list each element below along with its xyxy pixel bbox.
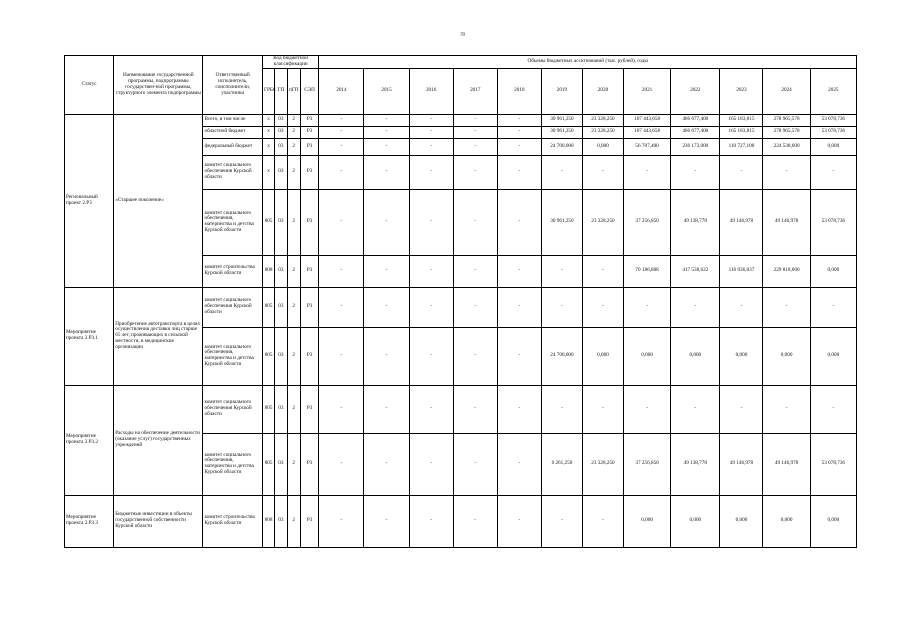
cell-value: 30 961,250 xyxy=(541,189,582,255)
cell-value: 53 078,736 xyxy=(810,433,856,495)
cell-value: 53 078,736 xyxy=(810,189,856,255)
row-pgp: 2 xyxy=(287,433,300,495)
cell-value: - xyxy=(763,287,810,327)
row-responsible: федеральный бюджет xyxy=(203,138,262,155)
row-status: Мероприятие проекта 2.Р3.3 xyxy=(65,495,114,547)
cell-value: - xyxy=(497,255,541,287)
row-pgp: 2 xyxy=(287,495,300,547)
cell-value: - xyxy=(582,385,623,433)
row-status: Мероприятие проекта 2.Р3.1 xyxy=(65,287,114,385)
cell-value: - xyxy=(582,255,623,287)
header-year: 2021 xyxy=(623,68,670,114)
cell-value: - xyxy=(453,138,497,155)
cell-value: 278 965,578 xyxy=(763,126,810,138)
cell-value: - xyxy=(453,385,497,433)
header-year: 2018 xyxy=(497,68,541,114)
cell-value: 165 183,815 xyxy=(720,114,763,126)
cell-value: - xyxy=(671,287,720,327)
cell-value: - xyxy=(319,327,364,385)
header-year: 2020 xyxy=(582,68,623,114)
row-responsible: комитет социального обеспечения Курской области xyxy=(203,155,262,189)
row-sep: Р3 xyxy=(300,255,318,287)
cell-value: - xyxy=(763,385,810,433)
cell-value: 0,000 xyxy=(810,327,856,385)
cell-value: - xyxy=(364,287,409,327)
cell-value: 23 328,250 xyxy=(582,189,623,255)
header-year: 2019 xyxy=(541,68,582,114)
row-gp: 03 xyxy=(275,495,287,547)
cell-value: 49 146,978 xyxy=(720,433,763,495)
header-year: 2017 xyxy=(453,68,497,114)
cell-value: - xyxy=(453,126,497,138)
cell-value: - xyxy=(319,189,364,255)
header-budget-code: Код бюджетной классификации xyxy=(262,56,318,69)
row-responsible: комитет социального обеспечения Курской области xyxy=(203,287,262,327)
row-sep: Р3 xyxy=(300,189,318,255)
cell-value: - xyxy=(409,138,453,155)
table-row xyxy=(65,114,857,126)
row-sep: Р3 xyxy=(300,138,318,155)
row-grbs: 805 xyxy=(262,433,274,495)
row-pgp: 2 xyxy=(287,287,300,327)
row-gp: 03 xyxy=(275,433,287,495)
header-name: Наименование государственной программы, подпрограммы государствен-ной программы, структурного элемента подпрограммы xyxy=(114,56,203,115)
cell-value: 70 186,808 xyxy=(623,255,670,287)
cell-value: - xyxy=(409,287,453,327)
row-gp: 03 xyxy=(275,138,287,155)
row-name: Расходы на обеспечение деятельности (оказание услуг) государственных учреждений xyxy=(114,385,203,495)
row-pgp: 2 xyxy=(287,189,300,255)
cell-value: - xyxy=(409,114,453,126)
cell-value: - xyxy=(319,126,364,138)
cell-value: - xyxy=(720,155,763,189)
cell-value: 110 727,100 xyxy=(720,138,763,155)
cell-value: 30 961,250 xyxy=(541,114,582,126)
cell-value: - xyxy=(763,155,810,189)
cell-value: - xyxy=(319,138,364,155)
row-gp: 03 xyxy=(275,287,287,327)
header-year: 2016 xyxy=(409,68,453,114)
cell-value: - xyxy=(409,433,453,495)
cell-value: 466 677,400 xyxy=(671,126,720,138)
cell-value: 53 078,736 xyxy=(810,126,856,138)
row-gp: 03 xyxy=(275,255,287,287)
cell-value: - xyxy=(497,433,541,495)
cell-value: 0,000 xyxy=(582,138,623,155)
cell-value: - xyxy=(497,114,541,126)
row-responsible: Всего, в том числе xyxy=(203,114,262,126)
cell-value: - xyxy=(497,189,541,255)
cell-value: - xyxy=(497,126,541,138)
table-row xyxy=(65,385,857,433)
header-year: 2024 xyxy=(763,68,810,114)
cell-value: - xyxy=(810,385,856,433)
cell-value: - xyxy=(453,255,497,287)
cell-value: - xyxy=(319,114,364,126)
cell-value: - xyxy=(409,189,453,255)
cell-value: 229 818,600 xyxy=(763,255,810,287)
page-number: 70 xyxy=(460,33,465,38)
cell-value: 53 078,736 xyxy=(810,114,856,126)
row-status: Мероприятие проекта 2.Р3.2 xyxy=(65,385,114,495)
cell-value: 165 183,815 xyxy=(720,126,763,138)
cell-value: - xyxy=(541,385,582,433)
row-status: Региональный проект 2.Р3 xyxy=(65,114,114,287)
cell-value: - xyxy=(409,327,453,385)
row-responsible: комитет социального обеспечения Курской области xyxy=(203,385,262,433)
cell-value: 23 328,250 xyxy=(582,433,623,495)
cell-value: 24 700,000 xyxy=(541,327,582,385)
cell-value: 107 443,658 xyxy=(623,126,670,138)
cell-value: - xyxy=(582,287,623,327)
header-code: ГРБС xyxy=(262,68,274,114)
cell-value: 23 328,250 xyxy=(582,114,623,126)
header-code: СЭП xyxy=(300,68,318,114)
cell-value: - xyxy=(541,155,582,189)
table-body xyxy=(65,114,857,547)
cell-value: - xyxy=(319,155,364,189)
cell-value: 0,000 xyxy=(810,138,856,155)
cell-value: - xyxy=(409,126,453,138)
row-name: Бюджетные инвестиции в объекты государственной собственности Курской области xyxy=(114,495,203,547)
cell-value: - xyxy=(623,287,670,327)
cell-value: 49 138,778 xyxy=(671,189,720,255)
cell-value: 56 707,400 xyxy=(623,138,670,155)
cell-value: 116 036,837 xyxy=(720,255,763,287)
row-grbs: 805 xyxy=(262,189,274,255)
cell-value: - xyxy=(409,255,453,287)
row-gp: 03 xyxy=(275,155,287,189)
cell-value: - xyxy=(497,327,541,385)
cell-value: 0,000 xyxy=(582,327,623,385)
cell-value: - xyxy=(541,255,582,287)
header-status: Статус xyxy=(65,56,114,115)
row-gp: 03 xyxy=(275,327,287,385)
row-gp: 03 xyxy=(275,114,287,126)
cell-value: 236 173,000 xyxy=(671,138,720,155)
row-responsible: комитет строительства Курской области xyxy=(203,255,262,287)
cell-value: - xyxy=(671,385,720,433)
cell-value: - xyxy=(364,495,409,547)
row-pgp: 2 xyxy=(287,385,300,433)
cell-value: - xyxy=(364,255,409,287)
header-year: 2022 xyxy=(671,68,720,114)
header-year: 2023 xyxy=(720,68,763,114)
cell-value: - xyxy=(582,155,623,189)
cell-value: - xyxy=(319,385,364,433)
cell-value: - xyxy=(319,255,364,287)
table-row xyxy=(65,495,857,547)
header-code: пГП xyxy=(287,68,300,114)
cell-value: - xyxy=(364,189,409,255)
cell-value: 0,000 xyxy=(720,327,763,385)
cell-value: 49 138,778 xyxy=(671,433,720,495)
cell-value: - xyxy=(319,495,364,547)
header-year: 2014 xyxy=(319,68,364,114)
header-year: 2025 xyxy=(810,68,856,114)
cell-value: - xyxy=(671,155,720,189)
cell-value: - xyxy=(364,126,409,138)
cell-value: - xyxy=(364,327,409,385)
row-grbs: х xyxy=(262,126,274,138)
cell-value: - xyxy=(453,433,497,495)
cell-value: 0,000 xyxy=(720,495,763,547)
row-responsible: комитет социального обеспечения, материнства и детства Курской области xyxy=(203,189,262,255)
cell-value: - xyxy=(810,155,856,189)
cell-value: - xyxy=(497,287,541,327)
cell-value: 107 443,658 xyxy=(623,114,670,126)
cell-value: - xyxy=(497,495,541,547)
row-grbs: х xyxy=(262,138,274,155)
cell-value: 24 700,000 xyxy=(541,138,582,155)
row-sep: Р3 xyxy=(300,155,318,189)
cell-value: 23 328,250 xyxy=(582,126,623,138)
row-grbs: х xyxy=(262,155,274,189)
cell-value: 49 146,978 xyxy=(763,189,810,255)
cell-value: - xyxy=(623,155,670,189)
cell-value: 49 146,978 xyxy=(720,189,763,255)
row-grbs: х xyxy=(262,114,274,126)
cell-value: - xyxy=(623,385,670,433)
row-name: «Старшее поколение» xyxy=(114,114,203,287)
cell-value: - xyxy=(720,287,763,327)
budget-table xyxy=(64,55,857,548)
cell-value: 49 146,978 xyxy=(763,433,810,495)
row-grbs: 808 xyxy=(262,255,274,287)
row-responsible: комитет строительства Курской области xyxy=(203,495,262,547)
row-pgp: 2 xyxy=(287,126,300,138)
cell-value: - xyxy=(453,155,497,189)
table-header xyxy=(65,56,857,115)
row-sep: Р3 xyxy=(300,126,318,138)
row-sep: Р3 xyxy=(300,327,318,385)
cell-value: 417 538,622 xyxy=(671,255,720,287)
cell-value: 0,000 xyxy=(671,495,720,547)
cell-value: 0,000 xyxy=(671,327,720,385)
cell-value: 0,000 xyxy=(763,495,810,547)
cell-value: 278 965,578 xyxy=(763,114,810,126)
cell-value: - xyxy=(497,138,541,155)
cell-value: - xyxy=(497,385,541,433)
cell-value: - xyxy=(409,155,453,189)
row-responsible: комитет социального обеспечения, материнства и детства Курской области xyxy=(203,327,262,385)
cell-value: 466 677,400 xyxy=(671,114,720,126)
header-volumes: Объемы бюджетных ассигнований (тыс. рублей), годы xyxy=(319,56,857,69)
cell-value: - xyxy=(364,138,409,155)
row-grbs: 808 xyxy=(262,495,274,547)
row-sep: Р3 xyxy=(300,114,318,126)
cell-value: - xyxy=(541,495,582,547)
row-sep: Р3 xyxy=(300,433,318,495)
cell-value: - xyxy=(453,287,497,327)
header-responsible: Ответственный исполнитель, соисполнители, участники xyxy=(203,56,262,115)
row-responsible: комитет социального обеспечения, материнства и детства Курской области xyxy=(203,433,262,495)
cell-value: - xyxy=(810,287,856,327)
cell-value: - xyxy=(364,385,409,433)
header-year: 2015 xyxy=(364,68,409,114)
cell-value: - xyxy=(453,327,497,385)
cell-value: 0,000 xyxy=(623,495,670,547)
row-sep: Р3 xyxy=(300,385,318,433)
cell-value: 0,000 xyxy=(623,327,670,385)
row-grbs: 805 xyxy=(262,385,274,433)
cell-value: - xyxy=(409,495,453,547)
row-gp: 03 xyxy=(275,189,287,255)
row-pgp: 2 xyxy=(287,327,300,385)
row-name: Приобретение автотранспорта в целях осуществления доставки лиц старше 65 лет, проживающих в сельской местности, в медицинские организации xyxy=(114,287,203,385)
cell-value: - xyxy=(409,385,453,433)
cell-value: - xyxy=(319,433,364,495)
cell-value: 224 538,600 xyxy=(763,138,810,155)
cell-value: 6 261,250 xyxy=(541,433,582,495)
cell-value: - xyxy=(497,155,541,189)
header-code: ГП xyxy=(275,68,287,114)
cell-value: - xyxy=(453,114,497,126)
cell-value: 0,000 xyxy=(810,495,856,547)
cell-value: 30 961,250 xyxy=(541,126,582,138)
cell-value: - xyxy=(541,287,582,327)
cell-value: 0,000 xyxy=(810,255,856,287)
row-sep: Р3 xyxy=(300,287,318,327)
row-pgp: 2 xyxy=(287,114,300,126)
table-row xyxy=(65,287,857,327)
row-pgp: 2 xyxy=(287,138,300,155)
row-sep: Р3 xyxy=(300,495,318,547)
row-grbs: 805 xyxy=(262,287,274,327)
cell-value: - xyxy=(453,189,497,255)
cell-value: 37 256,850 xyxy=(623,433,670,495)
cell-value: - xyxy=(453,495,497,547)
cell-value: - xyxy=(582,495,623,547)
cell-value: - xyxy=(319,287,364,327)
row-pgp: 2 xyxy=(287,155,300,189)
cell-value: 0,000 xyxy=(763,327,810,385)
row-pgp: 2 xyxy=(287,255,300,287)
cell-value: - xyxy=(364,433,409,495)
row-gp: 03 xyxy=(275,126,287,138)
row-grbs: 805 xyxy=(262,327,274,385)
cell-value: - xyxy=(364,155,409,189)
row-responsible: областной бюджет xyxy=(203,126,262,138)
cell-value: - xyxy=(364,114,409,126)
cell-value: - xyxy=(720,385,763,433)
row-gp: 03 xyxy=(275,385,287,433)
cell-value: 37 256,850 xyxy=(623,189,670,255)
